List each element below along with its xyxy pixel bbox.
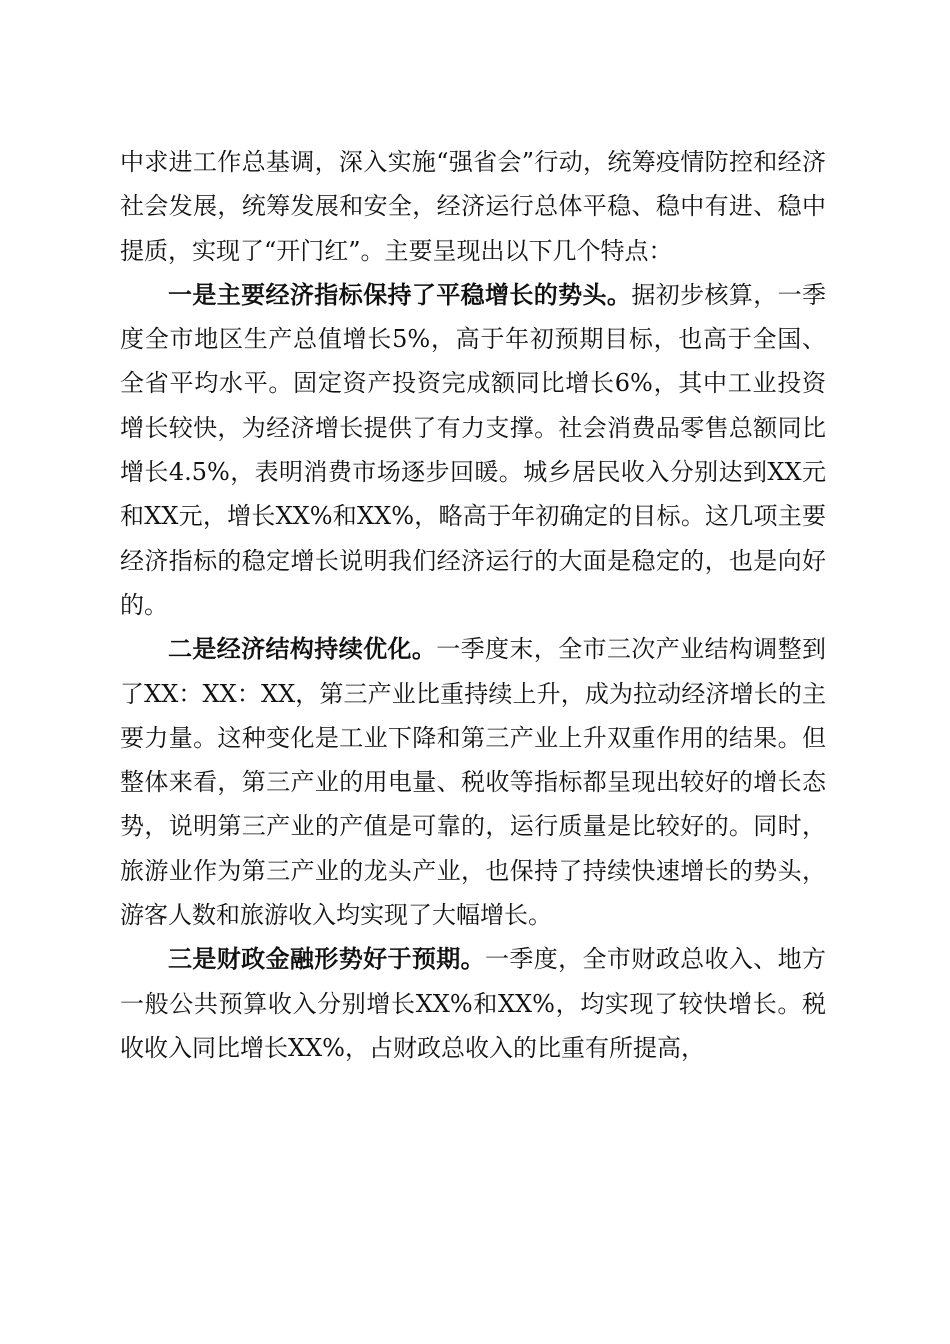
paragraph-economic-indicators [120, 273, 826, 627]
intro-paragraph: 中求进工作总基调，深入实施“强省会”行动，统筹疫情防控和经济社会发展，统筹发展和安全，经济运行总体平稳、稳中有进、稳中提质，实现了“开门红”。主要呈现出以下几个特点： [120, 148, 826, 265]
document-body [120, 140, 826, 1070]
paragraph-heading: 二是经济结构持续优化。 [168, 634, 437, 664]
paragraph-text: 据初步核算，一季度全市地区生产总值增长5%，高于年初预期目标，也高于全国、全省平均水平。固定资产投资完成额同比增长6%，其中工业投资增长较快，为经济增长提供了有力支撑。社会消费品零售总额同比增长4.5%，表明消费市场逐步回暖。城乡居民收入分别达到XX元和XX元，增长XX%和XX%，略高于年初确定的目标。这几项主要经济指标的稳定增长说明我们经济运行的大面是稳定的，也是向好的。 [120, 280, 827, 619]
paragraph-fiscal-finance [120, 937, 826, 1070]
paragraph-economic-structure [120, 627, 826, 937]
paragraph-heading: 一是主要经济指标保持了平稳增长的势头。 [168, 279, 632, 309]
paragraph-text: 一季度，全市财政总收入、地方一般公共预算收入分别增长XX%和XX%，均实现了较快增长。税收收入同比增长XX%，占财政总收入的比重有所提高， [120, 945, 826, 1062]
paragraph-heading: 三是财政金融形势好于预期。 [168, 944, 485, 974]
paragraph-text: 一季度末，全市三次产业结构调整到了XX：XX：XX，第三产业比重持续上升，成为拉动经济增长的主要力量。这种变化是工业下降和第三产业上升双重作用的结果。但整体来看，第三产业的用电量、税收等指标都呈现出较好的增长态势，说明第三产业的产值是可靠的，运行质量是比较好的。同时，旅游业作为第三产业的龙头产业，也保持了持续快速增长的势头，游客人数和旅游收入均实现了大幅增长。 [120, 635, 827, 930]
